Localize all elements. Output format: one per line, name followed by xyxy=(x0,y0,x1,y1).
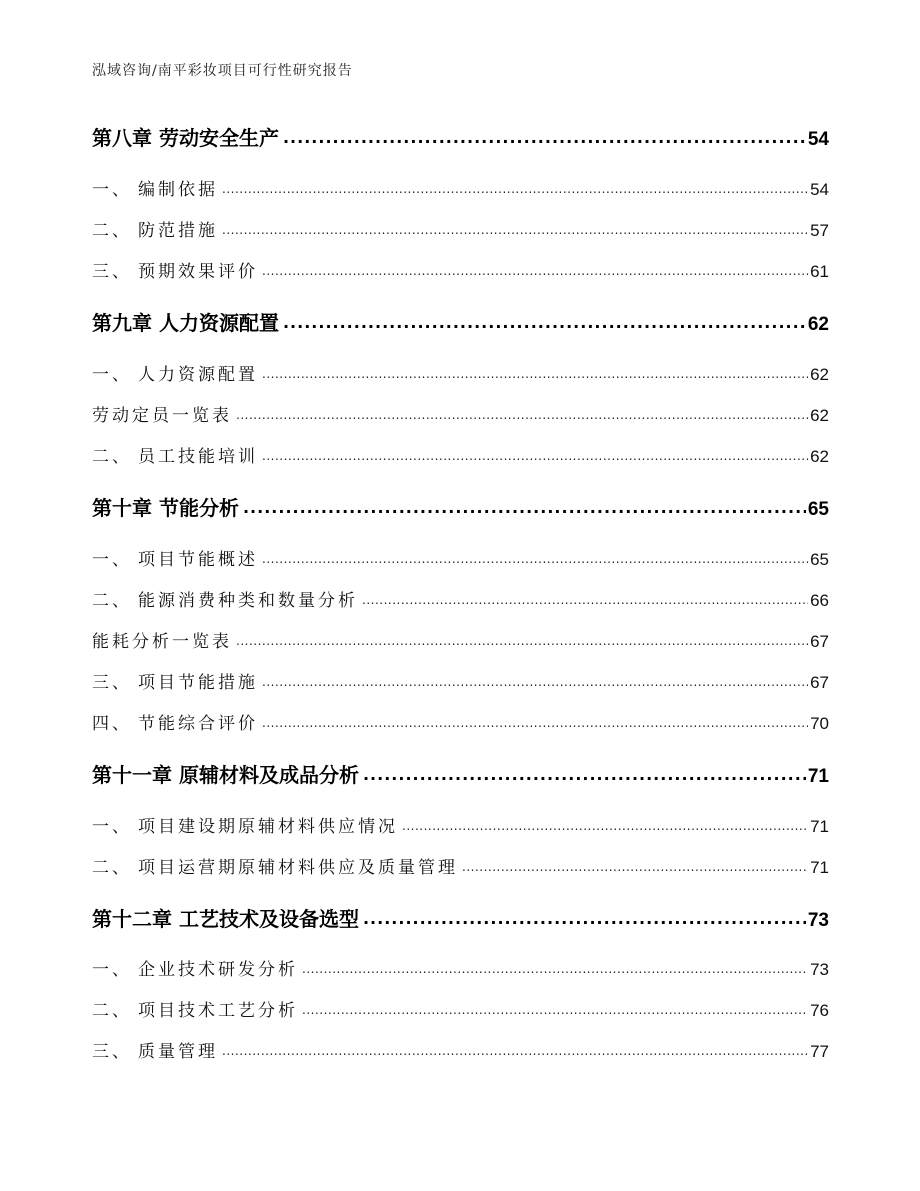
toc-page-number: 57 xyxy=(810,221,829,240)
toc-entry-title: 第十一章 原辅材料及成品分析 xyxy=(92,763,359,787)
toc-entry-number: 一、 xyxy=(92,960,132,980)
toc-page-number: 71 xyxy=(807,766,829,787)
toc-entry[interactable] xyxy=(92,955,829,981)
dot-leader xyxy=(362,593,808,610)
toc-entry-title: 第十二章 工艺技术及设备选型 xyxy=(92,907,359,931)
toc-page-number: 77 xyxy=(810,1042,829,1061)
toc-entry-title xyxy=(92,853,460,878)
toc-entry-number: 三、 xyxy=(92,673,132,693)
toc-entry-title xyxy=(92,812,400,837)
toc-entry[interactable] xyxy=(92,175,829,201)
toc-entry[interactable] xyxy=(92,216,829,242)
toc-entry-number: 二、 xyxy=(92,591,132,611)
dot-leader xyxy=(302,1003,808,1020)
toc-entry-title xyxy=(92,442,260,467)
toc-entry-title xyxy=(92,257,260,282)
toc-entry-title xyxy=(92,1037,220,1062)
toc-entry-title xyxy=(92,175,220,200)
toc-entry-title: 能耗分析一览表 xyxy=(92,632,232,652)
toc-chapter-11[interactable] xyxy=(92,759,829,788)
dot-leader xyxy=(243,498,806,518)
toc-page-number: 66 xyxy=(810,591,829,610)
toc-page-number: 76 xyxy=(810,1001,829,1020)
toc-entry-text: 企业技术研发分析 xyxy=(138,960,298,980)
toc-page-number: 62 xyxy=(807,314,829,335)
dot-leader xyxy=(222,223,808,240)
toc-page-number: 61 xyxy=(810,262,829,281)
toc-entry[interactable] xyxy=(92,996,829,1022)
toc-entry[interactable] xyxy=(92,545,829,571)
toc-page-number: 70 xyxy=(810,714,829,733)
toc-page-number: 54 xyxy=(810,180,829,199)
dot-leader xyxy=(363,765,806,785)
toc-entry-title xyxy=(92,996,300,1021)
toc-entry-title xyxy=(92,216,220,241)
toc-entry-number: 二、 xyxy=(92,221,132,241)
toc-entry-number: 三、 xyxy=(92,262,132,282)
toc-entry-number: 二、 xyxy=(92,1001,132,1021)
dot-leader xyxy=(283,313,806,333)
toc-entry-title: 第九章 人力资源配置 xyxy=(92,311,279,335)
toc-page-number: 65 xyxy=(810,550,829,569)
dot-leader xyxy=(262,716,808,733)
toc-entry-title xyxy=(92,545,260,570)
toc-entry[interactable] xyxy=(92,257,829,283)
toc-entry-title: 劳动定员一览表 xyxy=(92,406,232,426)
dot-leader xyxy=(262,675,808,692)
toc-entry-title xyxy=(92,360,260,385)
toc-entry-number: 一、 xyxy=(92,365,132,385)
toc-entry-text: 编制依据 xyxy=(138,180,218,200)
toc-entry-text: 项目运营期原辅材料供应及质量管理 xyxy=(138,858,458,878)
dot-leader xyxy=(222,182,808,199)
toc-page-number: 73 xyxy=(810,960,829,979)
dot-leader xyxy=(462,860,808,877)
toc-entry-text: 防范措施 xyxy=(138,221,218,241)
toc-entry-title xyxy=(92,586,360,611)
toc-entry-title: 第八章 劳动安全生产 xyxy=(92,126,279,150)
dot-leader xyxy=(302,962,808,979)
toc-entry[interactable] xyxy=(92,853,829,879)
toc-page-number: 62 xyxy=(810,406,829,425)
dot-leader xyxy=(402,819,808,836)
toc-entry[interactable] xyxy=(92,709,829,735)
dot-leader xyxy=(262,449,808,466)
dot-leader xyxy=(262,367,808,384)
dot-leader xyxy=(262,264,808,281)
toc-entry-number: 二、 xyxy=(92,447,132,467)
toc-entry-title xyxy=(92,955,300,980)
toc-entry-text: 项目节能措施 xyxy=(138,673,258,693)
toc-entry[interactable] xyxy=(92,627,829,653)
toc-entry-text: 项目节能概述 xyxy=(138,550,258,570)
toc-page-number: 54 xyxy=(807,129,829,150)
toc-chapter-10[interactable] xyxy=(92,492,829,521)
toc-entry[interactable] xyxy=(92,668,829,694)
toc-entry[interactable] xyxy=(92,401,829,427)
toc-entry[interactable] xyxy=(92,442,829,468)
toc-page-number: 71 xyxy=(810,858,829,877)
toc-page-number: 71 xyxy=(810,817,829,836)
toc-entry-text: 项目技术工艺分析 xyxy=(138,1001,298,1021)
dot-leader xyxy=(262,552,808,569)
toc-entry-text: 能源消费种类和数量分析 xyxy=(138,591,358,611)
toc-entry[interactable] xyxy=(92,1037,829,1063)
toc-entry-number: 四、 xyxy=(92,714,132,734)
toc-page-number: 67 xyxy=(810,673,829,692)
toc-page-number: 62 xyxy=(810,365,829,384)
toc-entry-title xyxy=(92,668,260,693)
toc-entry-text: 人力资源配置 xyxy=(138,365,258,385)
toc-entry[interactable] xyxy=(92,586,829,612)
toc-entry-text: 预期效果评价 xyxy=(138,262,258,282)
toc-entry-number: 一、 xyxy=(92,817,132,837)
toc-entry[interactable] xyxy=(92,360,829,386)
toc-entry-number: 一、 xyxy=(92,180,132,200)
toc-entry-number: 三、 xyxy=(92,1042,132,1062)
toc-entry-title: 第十章 节能分析 xyxy=(92,496,239,520)
dot-leader xyxy=(283,128,806,148)
toc-page-number: 67 xyxy=(810,632,829,651)
table-of-contents xyxy=(92,0,829,1191)
dot-leader xyxy=(236,408,808,425)
toc-chapter-8[interactable] xyxy=(92,122,829,151)
toc-page-number: 62 xyxy=(810,447,829,466)
toc-entry-text: 质量管理 xyxy=(138,1042,218,1062)
dot-leader xyxy=(222,1044,808,1061)
toc-page-number: 73 xyxy=(807,910,829,931)
dot-leader xyxy=(363,909,806,929)
toc-entry[interactable] xyxy=(92,812,829,838)
toc-chapter-12[interactable] xyxy=(92,903,829,932)
toc-entry-number: 一、 xyxy=(92,550,132,570)
toc-page-number: 65 xyxy=(807,499,829,520)
toc-entry-number: 二、 xyxy=(92,858,132,878)
toc-entry-text: 节能综合评价 xyxy=(138,714,258,734)
toc-chapter-9[interactable] xyxy=(92,307,829,336)
dot-leader xyxy=(236,634,808,651)
running-header: 泓域咨询/南平彩妆项目可行性研究报告 xyxy=(92,63,353,79)
toc-entry-text: 员工技能培训 xyxy=(138,447,258,467)
toc-entry-title xyxy=(92,709,260,734)
toc-entry-text: 项目建设期原辅材料供应情况 xyxy=(138,817,398,837)
